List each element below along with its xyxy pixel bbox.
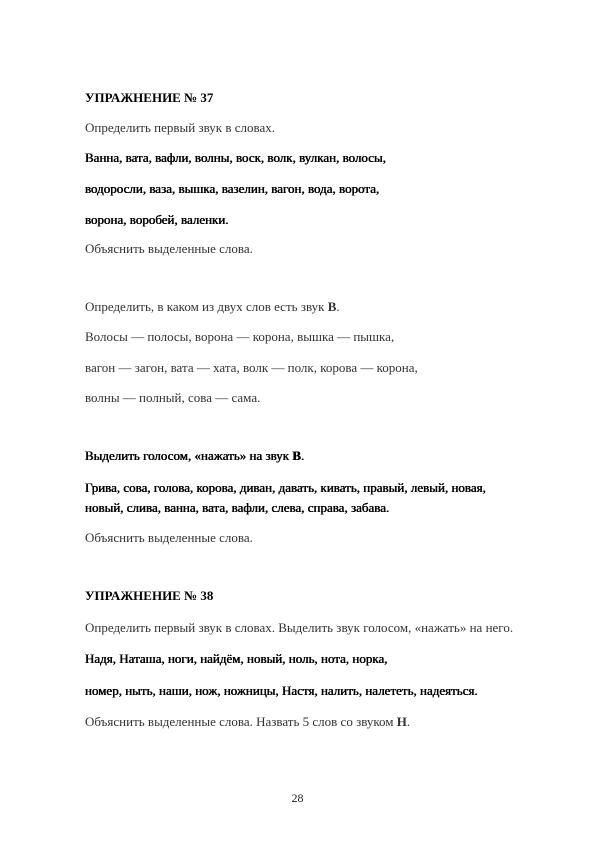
- task-punct: .: [406, 714, 411, 729]
- task-text: Определить, в каком из двух слов есть звук: [85, 299, 328, 314]
- exercise-37-pairs-line-3: волны — полный, сова — сама.: [85, 390, 261, 405]
- exercise-37-pairs-line-1: Волосы — полосы, ворона — корона, вышка — пышка,: [85, 329, 395, 344]
- exercise-38-heading: УПРАЖНЕНИЕ № 38: [85, 588, 214, 603]
- task-text: Выделить голосом, «нажать» на звук: [85, 448, 293, 463]
- exercise-37-words-line-3: ворона, воробей, валенки.: [85, 212, 229, 227]
- sound-letter: В: [292, 448, 302, 463]
- exercise-37-pairs-line-2: вагон — загон, вата — хата, волк — полк, корова — корона,: [85, 360, 418, 375]
- exercise-37-explain-2: Объяснить выделенные слова.: [85, 530, 253, 545]
- exercise-37-voice-words-line-2: новый, слива, ванна, вата, вафли, слева, справа, забава.: [85, 500, 390, 515]
- exercise-38-task: Определить первый звук в словах. Выделить звук голосом, «нажать» на него.: [85, 620, 514, 635]
- sound-letter: В: [327, 299, 337, 314]
- exercise-37-task-voice: [85, 448, 304, 464]
- page-number: 28: [291, 791, 304, 805]
- exercise-37-heading: УПРАЖНЕНИЕ № 37: [85, 90, 214, 105]
- sound-letter: Н: [396, 714, 407, 729]
- exercise-38-explain: [85, 714, 410, 730]
- exercise-38-words-line-2: номер, ныть, наши, нож, ножницы, Настя, налить, налететь, надеяться.: [85, 683, 478, 698]
- exercise-38-words-line-1: Надя, Наташа, ноги, найдём, новый, ноль, нота, норка,: [85, 651, 388, 666]
- exercise-37-task-two-words: [85, 299, 340, 315]
- exercise-37-words-line-1: Ванна, вата, вафли, волны, воск, волк, вулкан, волосы,: [85, 150, 387, 165]
- exercise-37-voice-words-line-1: Грива, сова, голова, корова, диван, давать, кивать, правый, левый, новая,: [85, 480, 486, 495]
- task-text: Объяснить выделенные слова. Назвать 5 слов со звуком: [85, 714, 397, 729]
- exercise-37-task-first-sound: Определить первый звук в словах.: [85, 120, 275, 135]
- task-punct: .: [301, 448, 305, 463]
- exercise-37-words-line-2: водоросли, ваза, вышка, вазелин, вагон, вода, ворота,: [85, 181, 380, 196]
- exercise-37-explain-1: Объяснить выделенные слова.: [85, 241, 253, 256]
- task-punct: .: [336, 299, 340, 314]
